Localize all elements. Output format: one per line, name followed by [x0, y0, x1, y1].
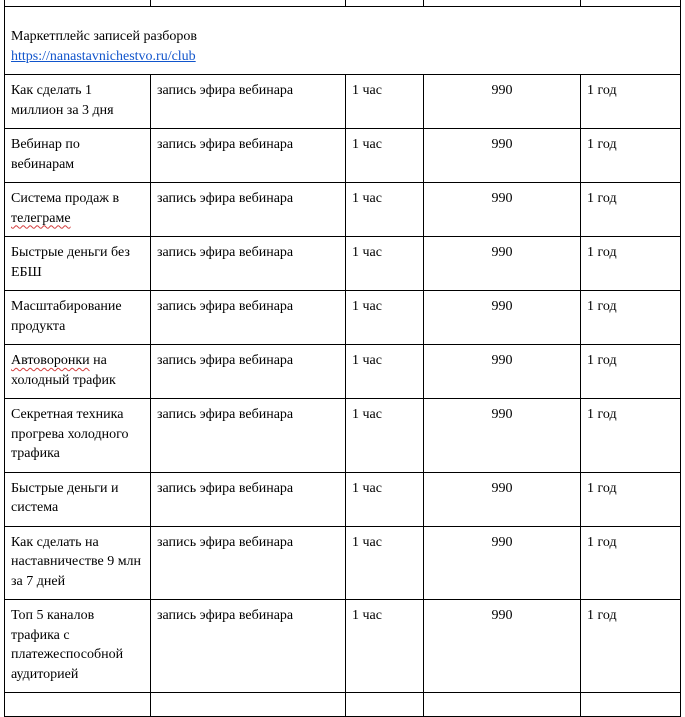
row-duration-cell: 1 час [346, 129, 424, 183]
table-row [5, 237, 681, 291]
row-type-cell: запись эфира вебинара [151, 399, 346, 473]
stub-cell [151, 693, 346, 717]
row-price-cell: 990 [424, 75, 581, 129]
row-title-cell: Как сделать на наставничестве 9 млн за 7 дней [5, 526, 151, 600]
row-price-cell: 990 [424, 291, 581, 345]
row-title-cell: Система продаж в телеграме [5, 183, 151, 237]
header-cell [5, 7, 681, 75]
row-title-cell: Как сделать 1 миллион за 3 дня [5, 75, 151, 129]
row-term-cell: 1 год [581, 129, 681, 183]
row-type-cell: запись эфира вебинара [151, 291, 346, 345]
row-duration-cell: 1 час [346, 600, 424, 693]
row-duration-cell: 1 час [346, 399, 424, 473]
header-row [5, 7, 681, 75]
table-row [5, 472, 681, 526]
row-term-cell: 1 год [581, 345, 681, 399]
row-title-cell: Вебинар по вебинарам [5, 129, 151, 183]
row-term-cell: 1 год [581, 526, 681, 600]
table-row [5, 399, 681, 473]
row-type-cell: запись эфира вебинара [151, 75, 346, 129]
club-link[interactable]: https://nanastavnichestvo.ru/club [11, 48, 196, 64]
header-title: Маркетплейс записей разборов [11, 29, 197, 44]
row-price-cell: 990 [424, 526, 581, 600]
row-term-cell: 1 год [581, 75, 681, 129]
stub-cell [5, 693, 151, 717]
row-price-cell: 990 [424, 399, 581, 473]
row-term-cell: 1 год [581, 399, 681, 473]
row-type-cell: запись эфира вебинара [151, 237, 346, 291]
row-duration-cell: 1 час [346, 75, 424, 129]
table-row [5, 129, 681, 183]
row-title-cell: Секретная техника прогрева холодного трафика [5, 399, 151, 473]
row-price-cell: 990 [424, 472, 581, 526]
row-price-cell: 990 [424, 345, 581, 399]
spellcheck-mark: телеграме [11, 210, 71, 226]
row-price-cell: 990 [424, 237, 581, 291]
row-type-cell: запись эфира вебинара [151, 345, 346, 399]
row-type-cell: запись эфира вебинара [151, 129, 346, 183]
row-title-cell: Масштабирование продукта [5, 291, 151, 345]
table-row [5, 345, 681, 399]
row-price-cell: 990 [424, 129, 581, 183]
stub-cell [581, 693, 681, 717]
row-term-cell: 1 год [581, 600, 681, 693]
row-type-cell: запись эфира вебинара [151, 600, 346, 693]
rows-body [5, 75, 681, 693]
row-title-cell: Быстрые деньги и система [5, 472, 151, 526]
table-row [5, 600, 681, 693]
row-duration-cell: 1 час [346, 183, 424, 237]
row-title-cell: Быстрые деньги без ЕБШ [5, 237, 151, 291]
row-duration-cell: 1 час [346, 345, 424, 399]
row-type-cell: запись эфира вебинара [151, 183, 346, 237]
table-row [5, 526, 681, 600]
row-type-cell: запись эфира вебинара [151, 526, 346, 600]
row-type-cell: запись эфира вебинара [151, 472, 346, 526]
marketplace-table [4, 0, 681, 717]
row-term-cell: 1 год [581, 183, 681, 237]
stub-cell [346, 693, 424, 717]
row-duration-cell: 1 час [346, 291, 424, 345]
row-price-cell: 990 [424, 600, 581, 693]
table-row [5, 291, 681, 345]
next-row-stub [5, 693, 681, 717]
row-duration-cell: 1 час [346, 237, 424, 291]
row-price-cell: 990 [424, 183, 581, 237]
table-row [5, 183, 681, 237]
stub-cell [424, 693, 581, 717]
row-title-cell: Автоворонки на холодный трафик [5, 345, 151, 399]
row-term-cell: 1 год [581, 291, 681, 345]
row-title-cell: Топ 5 каналов трафика с платежеспособной аудиторией [5, 600, 151, 693]
table-row [5, 75, 681, 129]
row-duration-cell: 1 час [346, 526, 424, 600]
row-term-cell: 1 год [581, 472, 681, 526]
spellcheck-mark: Автоворонки [11, 353, 90, 368]
row-term-cell: 1 год [581, 237, 681, 291]
row-duration-cell: 1 час [346, 472, 424, 526]
